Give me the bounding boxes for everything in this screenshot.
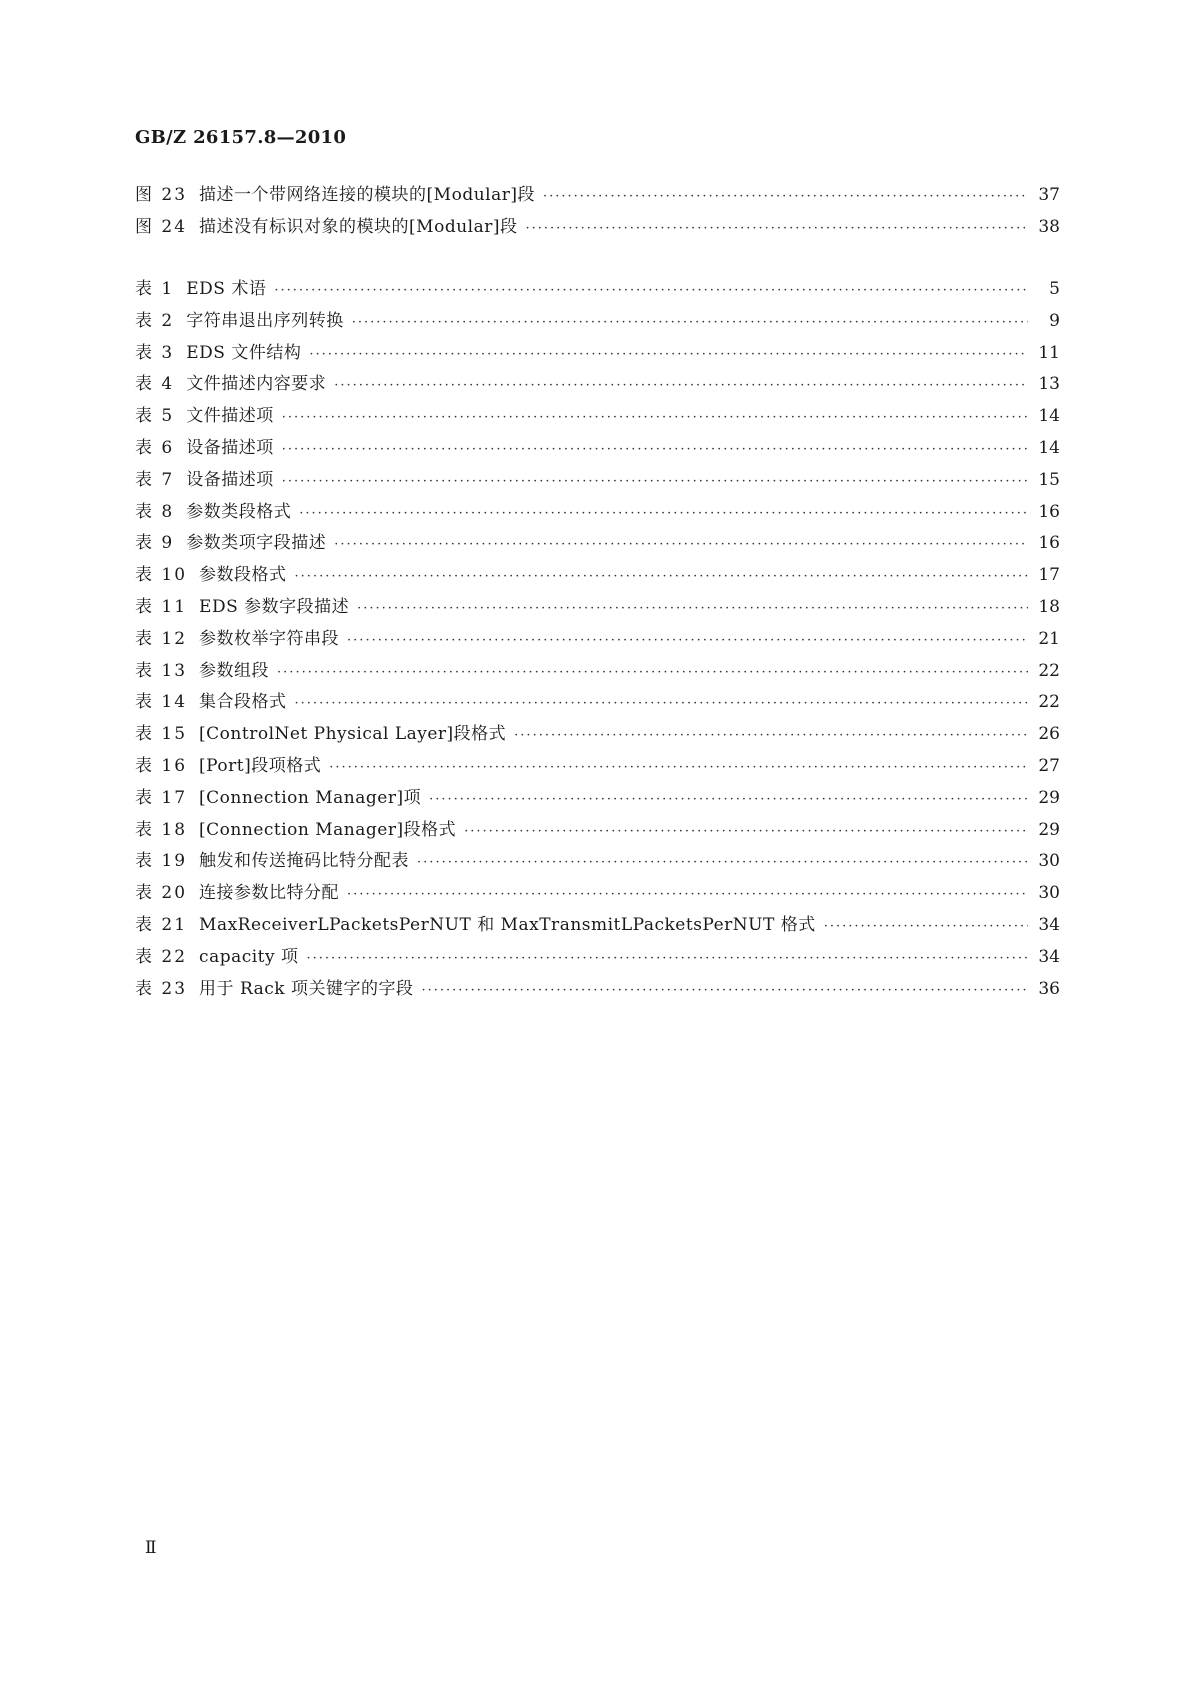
dot-leader xyxy=(429,792,1028,807)
entry-title: 参数段格式 xyxy=(199,565,287,586)
entry-number: 表 21 xyxy=(135,914,188,935)
dot-leader xyxy=(274,283,1028,298)
entry-title: 用于 Rack 项关键字的字段 xyxy=(199,978,414,999)
entry-title: EDS 文件结构 xyxy=(186,342,302,363)
dot-leader xyxy=(543,189,1028,204)
toc-entry[interactable] xyxy=(135,656,1060,688)
entry-title: 字符串退出序列转换 xyxy=(186,310,344,331)
toc-entry[interactable] xyxy=(135,338,1060,370)
dot-leader xyxy=(422,983,1028,998)
entry-page: 29 xyxy=(1038,819,1060,840)
entry-number: 表 14 xyxy=(135,692,188,713)
entry-title: capacity 项 xyxy=(199,946,299,967)
toc-entry[interactable] xyxy=(135,942,1060,974)
entry-number: 表 20 xyxy=(135,883,188,904)
entry-title: EDS 术语 xyxy=(186,279,267,299)
entry-page: 5 xyxy=(1049,279,1060,299)
entry-page: 22 xyxy=(1038,692,1060,713)
toc-entry[interactable] xyxy=(135,815,1060,847)
entry-number: 表 5 xyxy=(135,406,175,427)
dot-leader xyxy=(307,951,1028,966)
dot-leader xyxy=(334,537,1028,552)
toc-entry[interactable] xyxy=(135,465,1060,497)
entry-title: MaxReceiverLPacketsPerNUT 和 MaxTransmitLPacketsPerNUT 格式 xyxy=(199,914,816,935)
dot-leader xyxy=(309,347,1028,362)
entry-number: 表 10 xyxy=(135,565,188,586)
entry-number: 表 11 xyxy=(135,596,188,617)
entry-number: 图 23 xyxy=(135,185,188,205)
entry-title: 参数类项字段描述 xyxy=(186,533,327,554)
entry-number: 表 9 xyxy=(135,533,175,554)
entry-number: 表 15 xyxy=(135,724,188,745)
toc-entry[interactable] xyxy=(135,592,1060,624)
dot-leader xyxy=(464,824,1028,839)
dot-leader xyxy=(347,633,1028,648)
entry-page: 18 xyxy=(1038,596,1060,617)
entry-title: 设备描述项 xyxy=(186,437,274,458)
entry-number: 表 7 xyxy=(135,469,175,490)
toc-entry[interactable] xyxy=(135,528,1060,560)
toc-entry[interactable] xyxy=(135,433,1060,465)
entry-page: 11 xyxy=(1038,342,1060,363)
entry-title: 参数枚举字符串段 xyxy=(199,628,340,649)
entry-number: 表 3 xyxy=(135,342,175,363)
toc-entry[interactable] xyxy=(135,306,1060,338)
entry-title: 参数组段 xyxy=(199,660,270,681)
entry-page: 14 xyxy=(1038,437,1060,458)
entry-number: 图 24 xyxy=(135,216,188,237)
entry-number: 表 4 xyxy=(135,374,175,395)
entry-page: 26 xyxy=(1038,724,1060,745)
toc-entry[interactable] xyxy=(135,180,1060,212)
dot-leader xyxy=(347,887,1028,902)
entry-title: 集合段格式 xyxy=(199,692,287,713)
entry-page: 17 xyxy=(1038,565,1060,586)
dot-leader xyxy=(514,728,1028,743)
entry-number: 表 8 xyxy=(135,501,175,522)
entry-page: 29 xyxy=(1038,787,1060,808)
figure-list xyxy=(135,180,1060,244)
dot-leader xyxy=(282,442,1028,457)
entry-number: 表 2 xyxy=(135,310,175,331)
entry-title: [Connection Manager]段格式 xyxy=(199,819,457,840)
toc-entry[interactable] xyxy=(135,560,1060,592)
entry-page: 14 xyxy=(1038,406,1060,427)
entry-number: 表 22 xyxy=(135,946,188,967)
dot-leader xyxy=(329,760,1028,775)
entry-number: 表 6 xyxy=(135,437,175,458)
entry-title: 文件描述内容要求 xyxy=(186,374,327,395)
entry-number: 表 12 xyxy=(135,628,188,649)
entry-page: 37 xyxy=(1038,185,1060,205)
entry-page: 34 xyxy=(1038,914,1060,935)
entry-page: 27 xyxy=(1038,755,1060,776)
dot-leader xyxy=(417,855,1028,870)
entry-page: 38 xyxy=(1038,216,1060,237)
toc-entry[interactable] xyxy=(135,274,1060,306)
dot-leader xyxy=(824,919,1028,934)
dot-leader xyxy=(299,506,1028,521)
entry-page: 16 xyxy=(1038,533,1060,554)
entry-number: 表 19 xyxy=(135,851,188,872)
entry-number: 表 23 xyxy=(135,978,188,999)
entry-number: 表 1 xyxy=(135,279,175,299)
entry-number: 表 13 xyxy=(135,660,188,681)
dot-leader xyxy=(357,601,1028,616)
entry-page: 9 xyxy=(1049,310,1060,331)
entry-title: EDS 参数字段描述 xyxy=(199,596,350,617)
page-number: Ⅱ xyxy=(145,1538,157,1558)
entry-title: 描述没有标识对象的模块的[Modular]段 xyxy=(199,216,518,237)
toc-entry[interactable] xyxy=(135,369,1060,401)
entry-title: 触发和传送掩码比特分配表 xyxy=(199,851,410,872)
entry-title: [Port]段项格式 xyxy=(199,755,322,776)
entry-page: 21 xyxy=(1038,628,1060,649)
entry-number: 表 16 xyxy=(135,755,188,776)
dot-leader xyxy=(295,569,1028,584)
entry-page: 15 xyxy=(1038,469,1060,490)
entry-title: 设备描述项 xyxy=(186,469,274,490)
entry-page: 36 xyxy=(1038,978,1060,999)
dot-leader xyxy=(352,315,1028,330)
entry-title: 连接参数比特分配 xyxy=(199,883,340,904)
entry-title: 描述一个带网络连接的模块的[Modular]段 xyxy=(199,185,535,205)
entry-page: 16 xyxy=(1038,501,1060,522)
toc-entry[interactable] xyxy=(135,497,1060,529)
toc-entry[interactable] xyxy=(135,212,1060,244)
entry-title: 参数类段格式 xyxy=(186,501,292,522)
toc-entry[interactable] xyxy=(135,910,1060,942)
entry-page: 13 xyxy=(1038,374,1060,395)
toc-entry[interactable] xyxy=(135,401,1060,433)
dot-leader xyxy=(525,221,1028,236)
toc-entry[interactable] xyxy=(135,878,1060,910)
dot-leader xyxy=(295,696,1028,711)
toc-entry[interactable] xyxy=(135,974,1060,1006)
toc-entry[interactable] xyxy=(135,846,1060,878)
entry-title: [Connection Manager]项 xyxy=(199,787,422,808)
entry-page: 30 xyxy=(1038,851,1060,872)
entry-page: 30 xyxy=(1038,883,1060,904)
dot-leader xyxy=(277,665,1028,680)
dot-leader xyxy=(282,410,1028,425)
dot-leader xyxy=(334,378,1028,393)
standard-code: GB/Z 26157.8—2010 xyxy=(135,127,347,148)
toc-entry[interactable] xyxy=(135,687,1060,719)
entry-page: 34 xyxy=(1038,946,1060,967)
toc-entry[interactable] xyxy=(135,783,1060,815)
dot-leader xyxy=(282,474,1028,489)
table-list xyxy=(135,274,1060,1005)
entry-page: 22 xyxy=(1038,660,1060,681)
entry-number: 表 17 xyxy=(135,787,188,808)
entry-title: [ControlNet Physical Layer]段格式 xyxy=(199,724,507,745)
entry-number: 表 18 xyxy=(135,819,188,840)
toc-entry[interactable] xyxy=(135,719,1060,751)
toc-entry[interactable] xyxy=(135,751,1060,783)
toc-entry[interactable] xyxy=(135,624,1060,656)
entry-title: 文件描述项 xyxy=(186,406,274,427)
